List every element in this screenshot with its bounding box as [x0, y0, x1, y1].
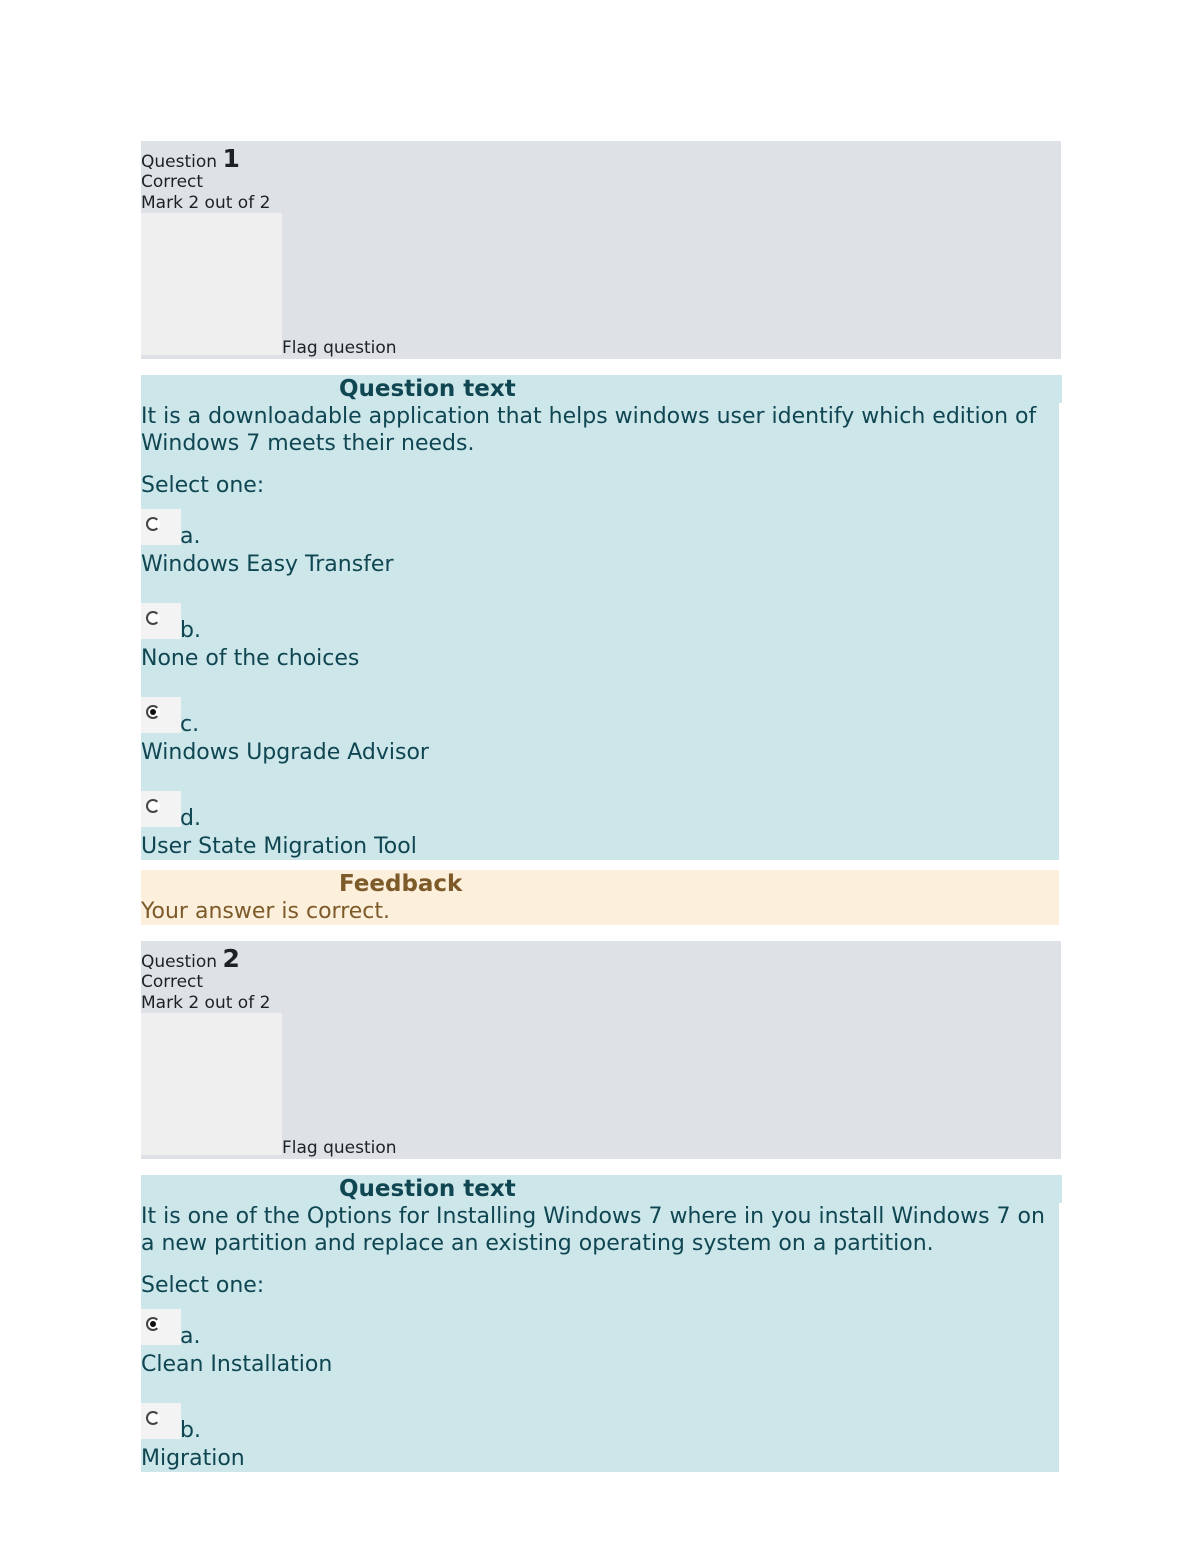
flag-icon[interactable]: [141, 1013, 282, 1155]
question-label: Question: [141, 152, 218, 172]
question-text: It is one of the Options for Installing Windows 7 where in you install Windows 7 on a new partition and replace an existing operating system on a partition.: [141, 1204, 1045, 1256]
answer-text[interactable]: User State Migration Tool: [141, 834, 417, 859]
answer-text[interactable]: Windows Easy Transfer: [141, 552, 394, 577]
question-1-formulation: [141, 375, 1059, 860]
radio-button-a[interactable]: [146, 1317, 160, 1331]
answer-option-b[interactable]: [141, 1378, 1059, 1472]
question-text-heading: Question text: [339, 1175, 1062, 1203]
quiz-review-page: [141, 141, 1061, 1472]
select-prompt: Select one:: [141, 473, 265, 498]
question-number-label: [141, 144, 240, 173]
answer-option-d[interactable]: [141, 766, 1059, 860]
answer-letter: d.: [180, 806, 201, 831]
flag-question-link[interactable]: Flag question: [282, 338, 397, 358]
question-1-info: [141, 141, 1061, 359]
radio-box: [141, 1403, 181, 1439]
answer-letter: a.: [180, 524, 201, 549]
radio-button-b[interactable]: [146, 611, 160, 625]
radio-box: [141, 697, 181, 733]
answer-text[interactable]: Clean Installation: [141, 1352, 333, 1377]
flag-icon[interactable]: [141, 213, 282, 355]
answer-text[interactable]: None of the choices: [141, 646, 360, 671]
answer-option-a[interactable]: [141, 499, 1059, 578]
answer-option-c[interactable]: [141, 672, 1059, 766]
question-number: 2: [222, 944, 240, 973]
answer-letter: c.: [180, 712, 200, 737]
question-label: Question: [141, 952, 218, 972]
radio-button-c[interactable]: [146, 705, 160, 719]
question-text: It is a downloadable application that helps windows user identify which edition of Windows 7 meets their needs.: [141, 404, 1037, 456]
feedback-text: Your answer is correct.: [141, 899, 391, 924]
answer-text[interactable]: Windows Upgrade Advisor: [141, 740, 429, 765]
answer-option-b[interactable]: [141, 578, 1059, 672]
answer-text[interactable]: Migration: [141, 1446, 245, 1471]
question-number: 1: [222, 144, 240, 173]
answer-letter: b.: [180, 1418, 201, 1443]
radio-box: [141, 509, 181, 545]
question-grade: Mark 2 out of 2: [141, 993, 271, 1013]
radio-box: [141, 603, 181, 639]
question-state: Correct: [141, 972, 204, 992]
question-2-formulation: [141, 1175, 1059, 1472]
answer-letter: b.: [180, 618, 201, 643]
question-state: Correct: [141, 172, 204, 192]
question-grade: Mark 2 out of 2: [141, 193, 271, 213]
radio-box: [141, 791, 181, 827]
select-prompt: Select one:: [141, 1273, 265, 1298]
radio-box: [141, 1309, 181, 1345]
question-2-info: [141, 941, 1061, 1159]
radio-button-d[interactable]: [146, 799, 160, 813]
answer-option-a[interactable]: [141, 1299, 1059, 1378]
radio-button-a[interactable]: [146, 517, 160, 531]
question-number-label: [141, 944, 240, 973]
radio-button-b[interactable]: [146, 1411, 160, 1425]
flag-question-link[interactable]: Flag question: [282, 1138, 397, 1158]
question-text-heading: Question text: [339, 375, 1062, 403]
question-1-feedback: [141, 870, 1059, 925]
answer-letter: a.: [180, 1324, 201, 1349]
feedback-heading: Feedback: [339, 871, 463, 897]
